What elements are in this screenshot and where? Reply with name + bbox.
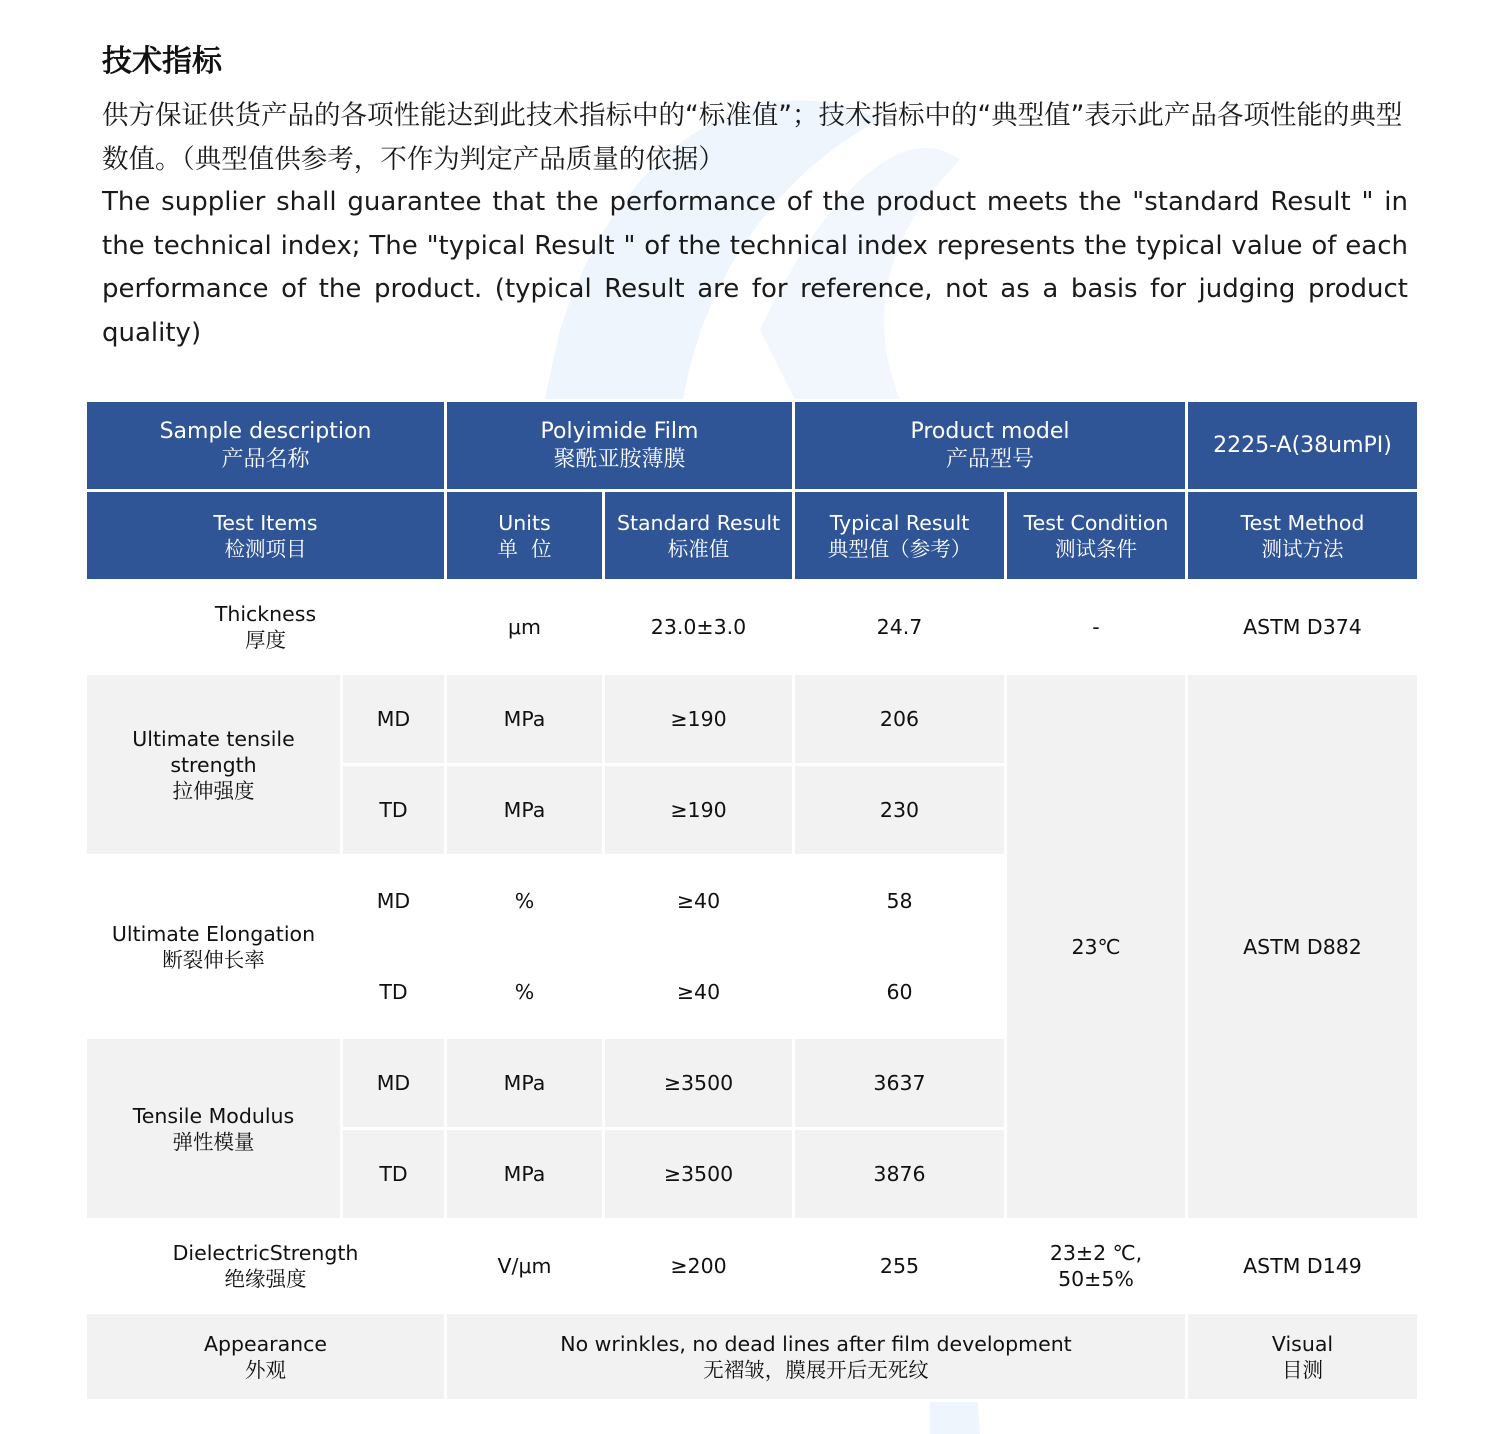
table-row (86, 1313, 1419, 1401)
direction-cell: TD (342, 947, 446, 1038)
header-typical-result: Typical Result 典型值（参考） (794, 491, 1006, 581)
page-title: 技术指标 (102, 44, 222, 79)
unit-cell: MPa (446, 674, 604, 765)
header-product-model: Product model 产品型号 (794, 401, 1187, 491)
table-row (86, 674, 1419, 765)
header-product-name: Polyimide Film 聚酰亚胺薄膜 (446, 401, 794, 491)
item-tensile-modulus: Tensile Modulus 弹性模量 (86, 1038, 342, 1220)
condition-cell: 23±2 ℃, 50±5% (1006, 1220, 1187, 1313)
typical-cell: 255 (794, 1220, 1006, 1313)
table-header-row-1 (86, 401, 1419, 491)
mechanical-method-cell: ASTM D882 (1187, 674, 1419, 1220)
standard-cell: ≥200 (604, 1220, 794, 1313)
unit-cell: % (446, 856, 604, 947)
item-tensile-strength: Ultimate tensile strength 拉伸强度 (86, 674, 342, 856)
method-cell: ASTM D374 (1187, 581, 1419, 674)
typical-cell: 230 (794, 765, 1006, 856)
direction-cell: MD (342, 856, 446, 947)
standard-cell: ≥40 (604, 947, 794, 1038)
method-cell: Visual 目测 (1187, 1313, 1419, 1401)
typical-cell: 206 (794, 674, 1006, 765)
standard-cell: ≥40 (604, 856, 794, 947)
direction-cell: TD (342, 1129, 446, 1220)
standard-cell: ≥190 (604, 674, 794, 765)
direction-cell: MD (342, 674, 446, 765)
table-row (86, 581, 1419, 674)
header-test-items: Test Items 检测项目 (86, 491, 446, 581)
unit-cell: μm (446, 581, 604, 674)
appearance-description: No wrinkles, no dead lines after film development 无褶皱，膜展开后无死纹 (446, 1313, 1187, 1401)
header-units: Units 单 位 (446, 491, 604, 581)
header-model-value: 2225-A(38umPI) (1187, 401, 1419, 491)
direction-cell: TD (342, 765, 446, 856)
typical-cell: 24.7 (794, 581, 1006, 674)
unit-cell: % (446, 947, 604, 1038)
direction-cell: MD (342, 1038, 446, 1129)
header-test-condition: Test Condition 测试条件 (1006, 491, 1187, 581)
item-appearance: Appearance 外观 (86, 1313, 446, 1401)
unit-cell: V/μm (446, 1220, 604, 1313)
typical-cell: 3637 (794, 1038, 1006, 1129)
typical-cell: 60 (794, 947, 1006, 1038)
header-standard-result: Standard Result 标准值 (604, 491, 794, 581)
item-elongation: Ultimate Elongation 断裂伸长率 (86, 856, 342, 1038)
header-sample-description: Sample description 产品名称 (86, 401, 446, 491)
standard-cell: ≥3500 (604, 1129, 794, 1220)
unit-cell: MPa (446, 765, 604, 856)
item-dielectric-strength: DielectricStrength 绝缘强度 (86, 1220, 446, 1313)
standard-cell: ≥190 (604, 765, 794, 856)
unit-cell: MPa (446, 1038, 604, 1129)
header-test-method: Test Method 测试方法 (1187, 491, 1419, 581)
method-cell: ASTM D149 (1187, 1220, 1419, 1313)
typical-cell: 3876 (794, 1129, 1006, 1220)
table-row (86, 1220, 1419, 1313)
spec-table (84, 399, 1420, 1402)
condition-cell: - (1006, 581, 1187, 674)
standard-cell: 23.0±3.0 (604, 581, 794, 674)
table-header-row-2 (86, 491, 1419, 581)
intro-text (102, 94, 1408, 355)
standard-cell: ≥3500 (604, 1038, 794, 1129)
unit-cell: MPa (446, 1129, 604, 1220)
mechanical-condition-cell: 23℃ (1006, 674, 1187, 1220)
item-thickness: Thickness 厚度 (86, 581, 446, 674)
typical-cell: 58 (794, 856, 1006, 947)
intro-en: The supplier shall guarantee that the performance of the product meets the "standard Result " in the technical index; The "typical Result " of the technical index represents the typical value of each performance of the product. (typical Result are for reference, not as a basis for judging product quality) (102, 187, 1408, 348)
intro-zh: 供方保证供货产品的各项性能达到此技术指标中的“标准值”；技术指标中的“典型值”表示此产品各项性能的典型数值。（典型值供参考，不作为判定产品质量的依据） (102, 100, 1403, 175)
